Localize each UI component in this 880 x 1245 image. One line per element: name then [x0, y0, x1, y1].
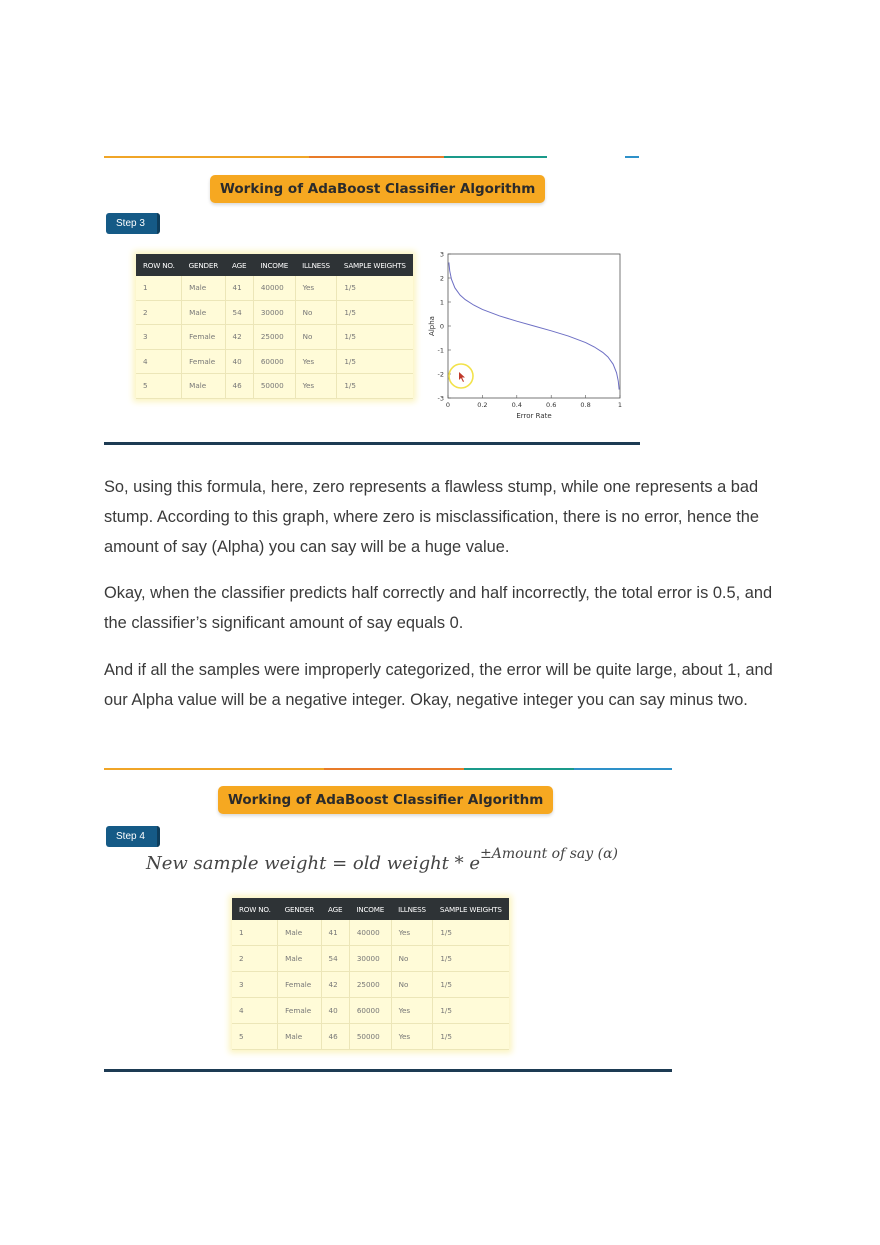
- y-tick-label: 3: [439, 250, 444, 259]
- cell: Male: [182, 276, 225, 300]
- cell: 5: [232, 1024, 278, 1050]
- paragraph-2: Okay, when the classifier predicts half correctly and half incorrectly, the total error is 0.5, and the classifier’s significant amount of say equals 0.: [104, 584, 773, 632]
- cell: No: [391, 972, 433, 998]
- table-row: [136, 276, 413, 300]
- table-row: [232, 1024, 509, 1050]
- cell: 60000: [253, 349, 295, 374]
- slide-title: Working of AdaBoost Classifier Algorithm: [210, 175, 545, 203]
- step-badge: Step 4: [106, 826, 160, 847]
- slide-bottom-rule: [104, 442, 640, 445]
- step-badge: Step 3: [106, 213, 160, 234]
- cell: 5: [136, 374, 182, 399]
- table-row: [232, 998, 509, 1024]
- col-sample-weights: SAMPLE WEIGHTS: [433, 898, 509, 920]
- cell: 1/5: [433, 1024, 509, 1050]
- cell: Male: [182, 300, 225, 325]
- cell: No: [295, 300, 337, 325]
- y-axis-label: Alpha: [428, 316, 436, 336]
- x-axis-label: Error Rate: [516, 412, 552, 420]
- cell: Female: [182, 325, 225, 350]
- table-row: [136, 300, 413, 325]
- cell: 1/5: [337, 276, 413, 300]
- cell: Male: [278, 946, 321, 972]
- cell: Yes: [391, 1024, 433, 1050]
- col-income: INCOME: [253, 254, 295, 276]
- x-tick-label: 0: [445, 401, 451, 409]
- cell: Yes: [295, 276, 337, 300]
- alpha-vs-error-chart: [426, 248, 630, 426]
- cell: Male: [278, 920, 321, 946]
- x-tick-label: 0.6: [546, 401, 557, 409]
- cell: 42: [225, 325, 253, 350]
- table-row: [232, 920, 509, 946]
- cell: 1/5: [433, 946, 509, 972]
- cell: 1/5: [433, 998, 509, 1024]
- cell: 3: [232, 972, 278, 998]
- x-tick-label: 0.2: [477, 401, 488, 409]
- cell: 40000: [253, 276, 295, 300]
- cell: 41: [225, 276, 253, 300]
- sample-weights-table: [232, 898, 509, 1050]
- cell: 50000: [349, 1024, 391, 1050]
- cell: 1/5: [337, 374, 413, 399]
- formula-main: New sample weight = old weight * e: [146, 853, 481, 874]
- slide-step-3: [104, 150, 640, 450]
- table-row: [232, 946, 509, 972]
- paragraph-3: And if all the samples were improperly categorized, the error will be quite large, about 1, and our Alpha value will be a negative integer. Okay, negative integer you can say minus two.: [104, 661, 773, 709]
- weight-update-formula: [146, 846, 618, 874]
- paragraph-1: So, using this formula, here, zero represents a flawless stump, while one represents a bad stump. According to this graph, where zero is misclassification, there is no error, hence the amount of say (Alpha) you can say will be a huge value.: [104, 478, 760, 556]
- cell: 50000: [253, 374, 295, 399]
- cell: 54: [321, 946, 349, 972]
- col-age: AGE: [225, 254, 253, 276]
- cell: 46: [225, 374, 253, 399]
- cell: 25000: [349, 972, 391, 998]
- cell: 40000: [349, 920, 391, 946]
- y-tick-label: 2: [439, 274, 444, 283]
- cell: No: [295, 325, 337, 350]
- table-row: [136, 325, 413, 350]
- cell: 2: [136, 300, 182, 325]
- col-sample-weights: SAMPLE WEIGHTS: [337, 254, 413, 276]
- slide-top-rule: [104, 156, 640, 158]
- table-row: [232, 972, 509, 998]
- col-row-no: ROW NO.: [232, 898, 278, 920]
- cell: 1/5: [337, 349, 413, 374]
- slide-bottom-rule: [104, 1069, 672, 1072]
- y-tick-label: -1: [437, 346, 444, 355]
- table-header-row: [136, 254, 413, 276]
- cell: 1: [232, 920, 278, 946]
- cell: 25000: [253, 325, 295, 350]
- cell: 1/5: [337, 325, 413, 350]
- cell: 42: [321, 972, 349, 998]
- cell: 60000: [349, 998, 391, 1024]
- cell: 54: [225, 300, 253, 325]
- col-age: AGE: [321, 898, 349, 920]
- cell: 1/5: [433, 972, 509, 998]
- table-row: [136, 374, 413, 399]
- slide-title: Working of AdaBoost Classifier Algorithm: [218, 786, 553, 814]
- x-tick-label: 1: [617, 401, 623, 409]
- cell: Female: [182, 349, 225, 374]
- cell: Female: [278, 972, 321, 998]
- cell: 4: [136, 349, 182, 374]
- cell: 2: [232, 946, 278, 972]
- x-tick-label: 0.4: [511, 401, 522, 409]
- col-illness: ILLNESS: [391, 898, 433, 920]
- cell: 3: [136, 325, 182, 350]
- col-illness: ILLNESS: [295, 254, 337, 276]
- cell: 1: [136, 276, 182, 300]
- cell: No: [391, 946, 433, 972]
- cell: 40: [225, 349, 253, 374]
- slide-top-rule: [104, 768, 672, 770]
- y-tick-label: -2: [437, 370, 444, 379]
- cell: 1/5: [337, 300, 413, 325]
- cell: 4: [232, 998, 278, 1024]
- table-header-row: [232, 898, 509, 920]
- slide-step-4: [104, 762, 672, 1074]
- col-income: INCOME: [349, 898, 391, 920]
- cell: Yes: [295, 349, 337, 374]
- cell: Male: [182, 374, 225, 399]
- cell: Female: [278, 998, 321, 1024]
- col-row-no: ROW NO.: [136, 254, 182, 276]
- cell: 41: [321, 920, 349, 946]
- cell: Yes: [295, 374, 337, 399]
- x-tick-label: 0.8: [580, 401, 591, 409]
- table-row: [136, 349, 413, 374]
- cell: 30000: [253, 300, 295, 325]
- cell: 46: [321, 1024, 349, 1050]
- y-tick-label: 0: [439, 322, 444, 331]
- y-tick-label: 1: [439, 298, 444, 307]
- cell: 40: [321, 998, 349, 1024]
- cell: 30000: [349, 946, 391, 972]
- col-gender: GENDER: [278, 898, 321, 920]
- formula-exponent: ±Amount of say (α): [480, 846, 618, 862]
- cell: Yes: [391, 998, 433, 1024]
- cell: Yes: [391, 920, 433, 946]
- cell: Male: [278, 1024, 321, 1050]
- col-gender: GENDER: [182, 254, 225, 276]
- sample-weights-table: [136, 254, 413, 399]
- y-tick-label: -3: [437, 394, 444, 403]
- cell: 1/5: [433, 920, 509, 946]
